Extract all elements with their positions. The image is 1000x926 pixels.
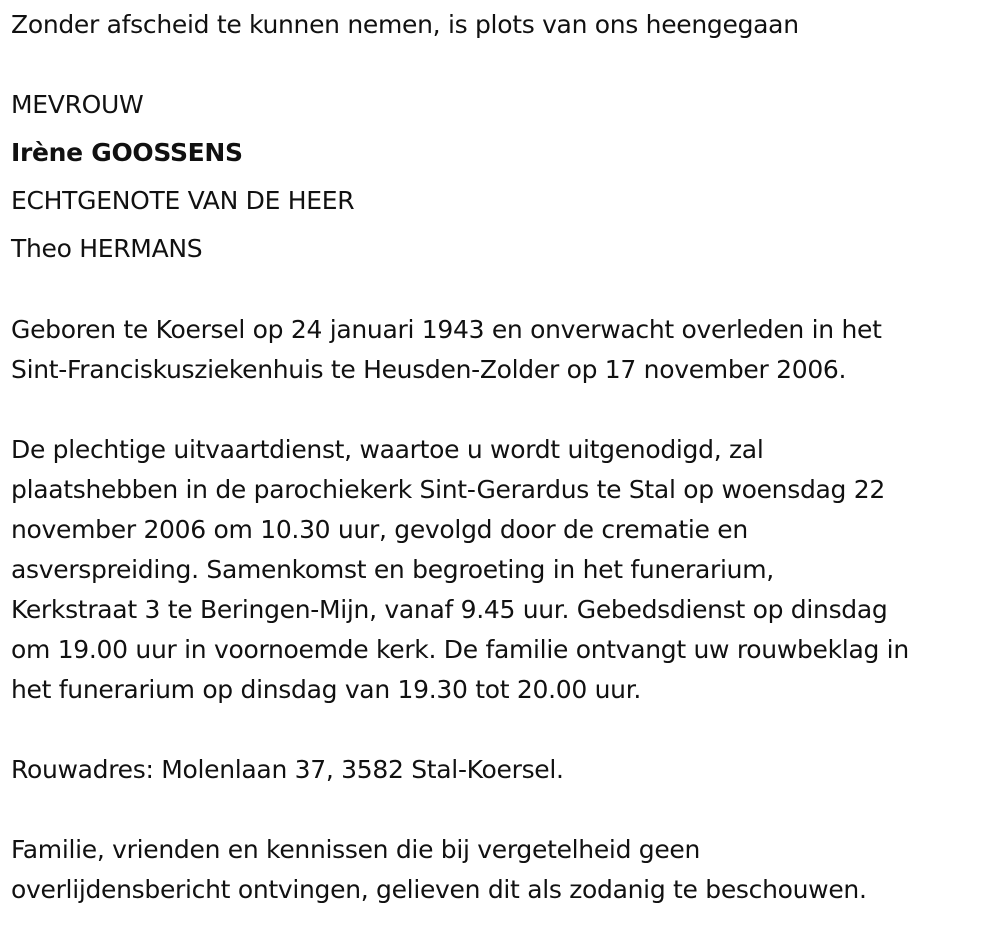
family-paragraph [11,830,996,910]
paragraph-line: Geboren te Koersel op 24 januari 1943 en onverwacht overleden in het [11,315,882,344]
paragraph-line: plaatshebben in de parochiekerk Sint-Gerardus te Stal op woensdag 22 [11,475,885,504]
paragraph-line: Kerkstraat 3 te Beringen-Mijn, vanaf 9.45 uur. Gebedsdienst op dinsdag [11,595,888,624]
paragraph-line: om 19.00 uur in voornoemde kerk. De familie ontvangt uw rouwbeklag in [11,635,909,664]
spouse-name: Theo HERMANS [11,234,203,263]
paragraph-line: Familie, vrienden en kennissen die bij vergetelheid geen [11,835,701,864]
address-paragraph [11,750,996,790]
birth-paragraph [11,310,996,390]
paragraph-line: het funerarium op dinsdag van 19.30 tot 20.00 uur. [11,675,642,704]
paragraph-line: november 2006 om 10.30 uur, gevolgd door de crematie en [11,515,748,544]
paragraph-line: Sint-Franciskusziekenhuis te Heusden-Zolder op 17 november 2006. [11,355,847,384]
mourning-address: Rouwadres: Molenlaan 37, 3582 Stal-Koersel. [11,755,564,784]
spouse-title: ECHTGENOTE VAN DE HEER [11,186,355,215]
deceased-name: Irène GOOSSENS [11,138,243,167]
paragraph-line: De plechtige uitvaartdienst, waartoe u wordt uitgenodigd, zal [11,435,764,464]
honorific-title: MEVROUW [11,90,144,119]
service-paragraph [11,430,996,710]
intro-text: Zonder afscheid te kunnen nemen, is plots van ons heengegaan [11,10,799,39]
paragraph-line: overlijdensbericht ontvingen, gelieven dit als zodanig te beschouwen. [11,875,867,904]
paragraph-line: asverspreiding. Samenkomst en begroeting in het funerarium, [11,555,774,584]
